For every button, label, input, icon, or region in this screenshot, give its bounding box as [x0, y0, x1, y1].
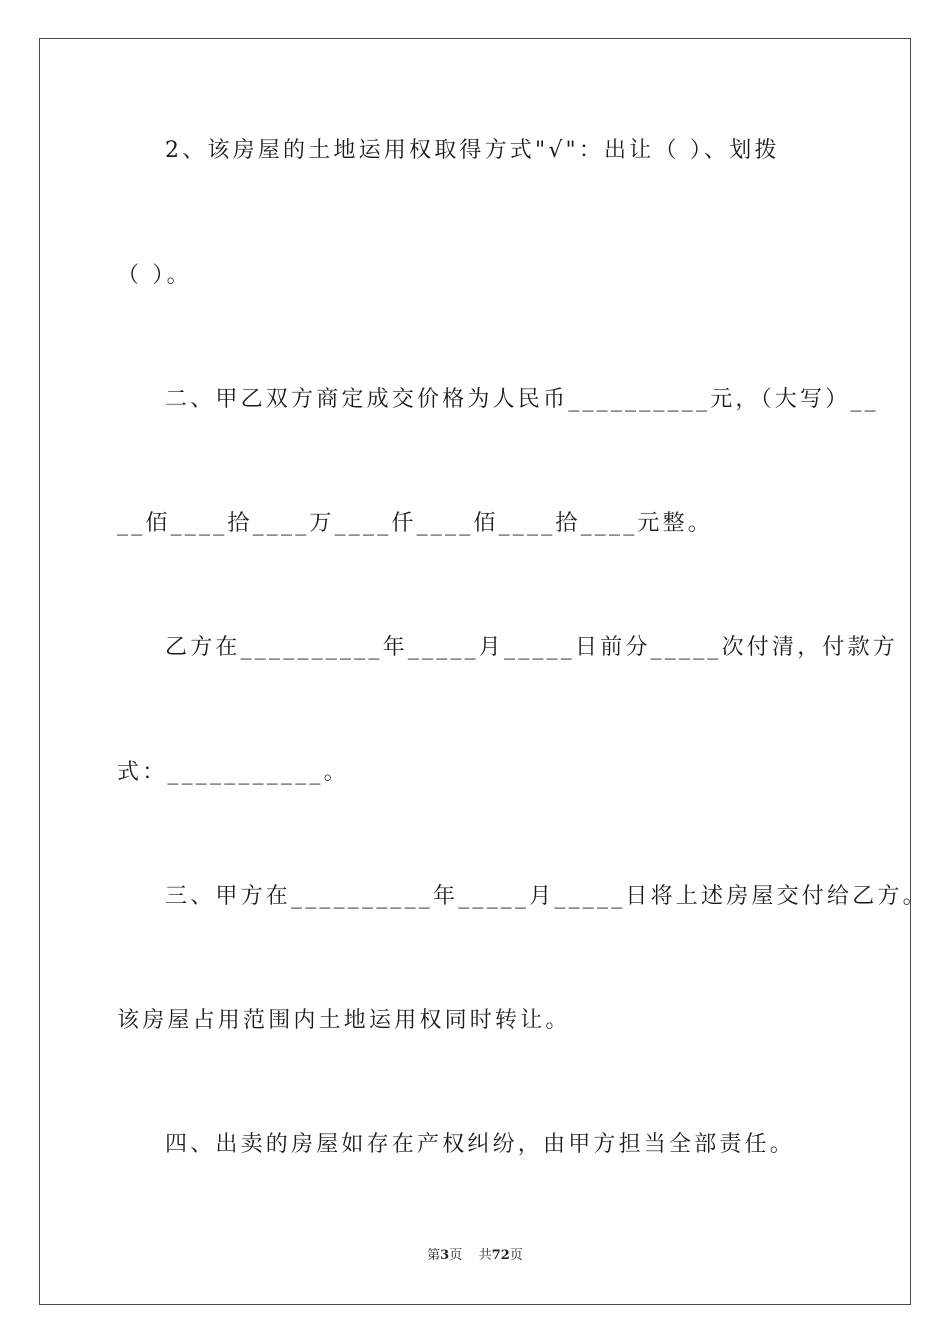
footer-prefix: 第	[427, 1248, 441, 1263]
footer-total-pages: 72	[491, 1248, 510, 1263]
clause-two-price-line2: __佰____拾____万____仟____佰____拾____元整。	[117, 511, 714, 536]
payment-schedule-line1: 乙方在__________年_____月_____日前分_____次付清，付款方	[165, 635, 899, 660]
footer-page-number: 3	[440, 1248, 450, 1263]
payment-schedule-line2: 式：___________。	[117, 760, 349, 785]
page-border	[39, 38, 911, 1305]
clause-two-price-line1: 二、甲乙双方商定成交价格为人民币__________元，（大写）__	[165, 387, 879, 412]
footer-page-suffix: 页	[449, 1248, 463, 1263]
clause-2-land-right-line2: （ ）。	[117, 263, 192, 288]
clause-four-disputes: 四、出卖的房屋如存在产权纠纷，由甲方担当全部责任。	[165, 1132, 796, 1157]
clause-three-delivery-line2: 该房屋占用范围内土地运用权同时转让。	[117, 1008, 571, 1033]
footer-total-suffix: 页	[509, 1248, 523, 1263]
clause-2-land-right-line1: 2、该房屋的土地运用权取得方式"√"：出让（ ）、划拨	[165, 138, 780, 163]
footer-total-prefix: 共	[478, 1248, 492, 1263]
page-footer	[0, 1247, 950, 1265]
clause-three-delivery-line1: 三、甲方在__________年_____月_____日将上述房屋交付给乙方。	[165, 884, 928, 909]
